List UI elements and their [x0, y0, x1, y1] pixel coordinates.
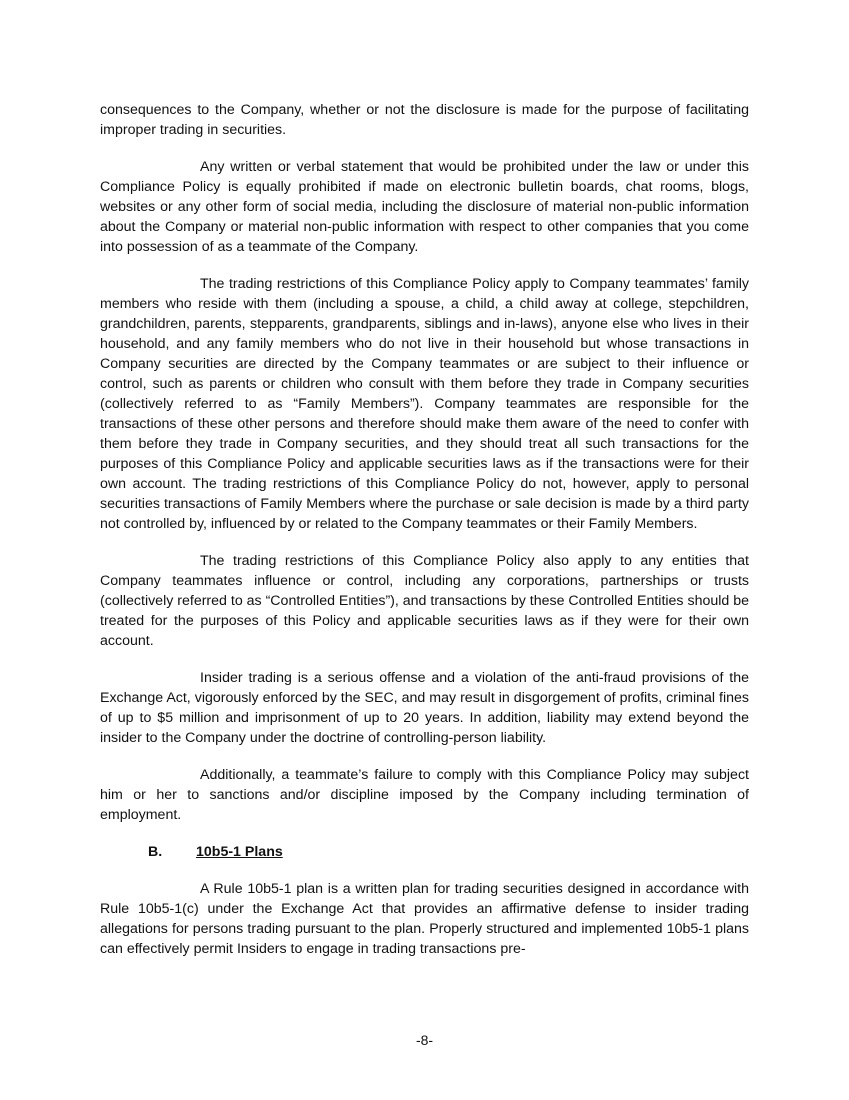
section-heading: [100, 842, 749, 862]
paragraph-continuation: consequences to the Company, whether or not the disclosure is made for the purpose of facilitating improper trading in securities.: [100, 102, 749, 138]
paragraph-penalties: Insider trading is a serious offense and a violation of the anti-fraud provisions of the Exchange Act, vigorously enforced by the SEC, and may result in disgorgement of profits, criminal fines of up to $5 million and imprisonment of up to 20 years. In addition, liability may extend beyond the insider to the Company under the doctrine of controlling-person liability.: [100, 670, 749, 746]
page-number: -8-: [415, 1032, 434, 1048]
paragraph-10b5-1-plan: A Rule 10b5-1 plan is a written plan for trading securities designed in accordance with Rule 10b5-1(c) under the Exchange Act that provides an affirmative defense to insider trading allegations for persons trading pursuant to the plan. Properly structured and implemented 10b5-1 plans can effectively permit Insiders to engage in trading transactions pre-: [100, 881, 749, 957]
section-title: 10b5-1 Plans: [196, 844, 283, 860]
paragraph-social-media: Any written or verbal statement that would be prohibited under the law or under this Compliance Policy is equally prohibited if made on electronic bulletin boards, chat rooms, blogs, websites or any other form of social media, including the disclosure of material non-public information about the Company or material non-public information with respect to other companies that you come into possession of as a teammate of the Company.: [100, 159, 749, 255]
document-page: [100, 100, 749, 976]
paragraph-discipline: Additionally, a teammate’s failure to comply with this Compliance Policy may subject him or her to sanctions and/or discipline imposed by the Company including termination of employment.: [100, 767, 749, 823]
paragraph-controlled-entities: The trading restrictions of this Compliance Policy also apply to any entities that Company teammates influence or control, including any corporations, partnerships or trusts (collectively referred to as “Controlled Entities”), and transactions by these Controlled Entities should be treated for the purposes of this Policy and applicable securities laws as if they were for their own account.: [100, 553, 750, 649]
paragraph-family-members: The trading restrictions of this Compliance Policy apply to Company teammates’ family members who reside with them (including a spouse, a child, a child away at college, stepchildren, grandchildren, parents, stepparents, grandparents, siblings and in-laws), anyone else who lives in their household, and any family members who do not live in their household but whose transactions in Company securities are directed by the Company teammates or are subject to their influence or control, such as parents or children who consult with them before they trade in Company securities (collectively referred to as “Family Members”). Company teammates are responsible for the transactions of these other persons and therefore should make them aware of the need to confer with them before they trade in Company securities, and they should treat all such transactions for the purposes of this Compliance Policy and applicable securities laws as if the transactions were for their own account. The trading restrictions of this Compliance Policy do not, however, apply to personal securities transactions of Family Members where the purchase or sale decision is made by a third party not controlled by, influenced by or related to the Company teammates or their Family Members.: [100, 276, 749, 532]
section-letter: B.: [148, 844, 163, 860]
